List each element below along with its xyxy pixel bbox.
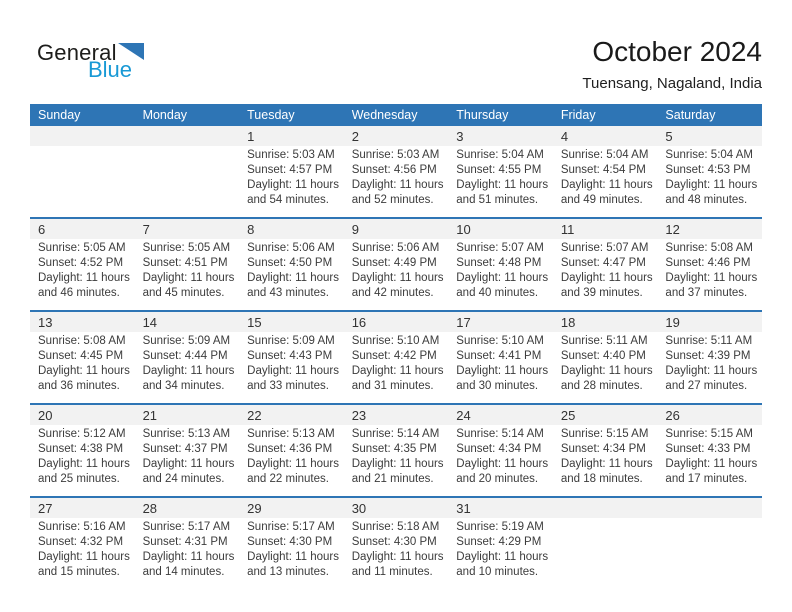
week-row	[30, 217, 762, 310]
day-info-line: Sunset: 4:40 PM	[560, 350, 646, 362]
day-info-line: Sunrise: 5:14 AM	[456, 428, 544, 440]
day-info-line: Sunrise: 5:03 AM	[351, 149, 440, 161]
day-info-line: Sunset: 4:55 PM	[456, 164, 542, 176]
day-info-line: and 43 minutes.	[247, 287, 329, 299]
day-cell-empty	[135, 146, 240, 217]
day-cell-17	[448, 332, 553, 403]
day-info-line: and 48 minutes.	[665, 194, 748, 206]
day-cell-15	[239, 332, 344, 403]
day-info-line: Sunset: 4:48 PM	[456, 257, 542, 269]
day-cell-29	[239, 518, 344, 589]
day-cell-22	[239, 425, 344, 496]
date-number-7: 7	[142, 221, 150, 237]
day-info-line: Daylight: 11 hours	[560, 458, 653, 470]
day-info-line: Sunset: 4:34 PM	[456, 443, 542, 455]
day-info-line: Daylight: 11 hours	[247, 458, 339, 470]
day-info-line: and 40 minutes.	[456, 287, 539, 299]
day-info-line: Sunrise: 5:16 AM	[38, 521, 126, 533]
day-info-line: Daylight: 11 hours	[38, 365, 130, 377]
day-info-line: and 27 minutes.	[665, 380, 748, 392]
day-info-line: Sunset: 4:54 PM	[560, 164, 646, 176]
day-info-line: Sunrise: 5:17 AM	[142, 521, 231, 533]
page-title: October 2024	[592, 36, 762, 67]
day-info-line: Daylight: 11 hours	[351, 365, 444, 377]
general-blue-logo	[37, 42, 144, 81]
date-strip	[30, 405, 762, 425]
date-number-28: 28	[142, 500, 158, 516]
date-number-11: 11	[560, 221, 575, 237]
day-info-line: Sunrise: 5:06 AM	[247, 242, 335, 254]
day-info-line: Sunrise: 5:11 AM	[560, 335, 648, 347]
week-row	[30, 310, 762, 403]
day-info-line: Sunrise: 5:04 AM	[665, 149, 753, 161]
day-info-line: Sunset: 4:49 PM	[351, 257, 437, 269]
day-info-line: and 42 minutes.	[351, 287, 434, 299]
day-cell-7	[135, 239, 240, 310]
date-number-4: 4	[560, 128, 569, 144]
day-info-line: Daylight: 11 hours	[665, 458, 758, 470]
day-info-line: Daylight: 11 hours	[456, 365, 549, 377]
day-info-line: Sunrise: 5:13 AM	[247, 428, 335, 440]
week-cells	[30, 425, 762, 496]
day-info-line: Sunrise: 5:07 AM	[456, 242, 544, 254]
date-number-2: 2	[351, 128, 359, 144]
date-number-31: 31	[456, 500, 471, 516]
day-info-line: Sunset: 4:45 PM	[38, 350, 124, 362]
day-info-line: Sunset: 4:35 PM	[351, 443, 437, 455]
day-info-line: Sunrise: 5:04 AM	[560, 149, 649, 161]
day-cell-11	[553, 239, 658, 310]
day-cell-18	[553, 332, 658, 403]
day-cell-20	[30, 425, 135, 496]
day-info-line: and 34 minutes.	[142, 380, 225, 392]
week-cells	[30, 146, 762, 217]
day-info-line: Sunrise: 5:07 AM	[560, 242, 649, 254]
day-info-line: Sunset: 4:50 PM	[247, 257, 333, 269]
weekday-header-row	[30, 104, 762, 126]
day-info-line: Sunset: 4:31 PM	[142, 536, 228, 548]
day-info-line: Sunset: 4:57 PM	[247, 164, 333, 176]
day-info-line: and 22 minutes.	[247, 473, 329, 485]
date-number-17: 17	[456, 314, 471, 330]
day-info-line: Sunrise: 5:05 AM	[38, 242, 126, 254]
day-info-line: Daylight: 11 hours	[247, 551, 339, 563]
day-info-line: Daylight: 11 hours	[351, 458, 444, 470]
day-cell-4	[553, 146, 658, 217]
day-info-line: Sunrise: 5:10 AM	[351, 335, 440, 347]
date-number-29: 29	[247, 500, 262, 516]
date-number-13: 13	[38, 314, 53, 330]
day-info-line: Sunset: 4:53 PM	[665, 164, 751, 176]
day-info-line: and 18 minutes.	[560, 473, 643, 485]
day-info-line: and 20 minutes.	[456, 473, 539, 485]
date-number-10: 10	[456, 221, 471, 237]
day-info-line: Daylight: 11 hours	[38, 551, 130, 563]
date-number-25: 25	[560, 407, 576, 423]
date-number-15: 15	[247, 314, 262, 330]
day-cell-21	[135, 425, 240, 496]
day-info-line: Daylight: 11 hours	[560, 272, 653, 284]
week-cells	[30, 239, 762, 310]
day-info-line: Sunset: 4:30 PM	[247, 536, 333, 548]
date-strip	[30, 498, 762, 518]
day-cell-3	[448, 146, 553, 217]
day-info-line: and 39 minutes.	[560, 287, 643, 299]
day-info-line: Sunset: 4:33 PM	[665, 443, 751, 455]
page-subtitle: Tuensang, Nagaland, India	[582, 75, 762, 93]
day-cell-12	[657, 239, 762, 310]
day-info-line: Sunset: 4:42 PM	[351, 350, 437, 362]
day-info-line: Daylight: 11 hours	[456, 272, 549, 284]
day-info-line: Daylight: 11 hours	[456, 551, 549, 563]
weekday-label-friday: Friday	[560, 108, 596, 122]
day-info-line: and 11 minutes.	[351, 566, 433, 578]
week-cells	[30, 332, 762, 403]
date-number-1: 1	[247, 128, 255, 144]
day-info-line: Daylight: 11 hours	[351, 272, 444, 284]
day-cell-30	[344, 518, 449, 589]
day-cell-empty	[657, 518, 762, 589]
day-cell-27	[30, 518, 135, 589]
day-info-line: Daylight: 11 hours	[351, 179, 444, 191]
day-cell-14	[135, 332, 240, 403]
day-info-line: Sunrise: 5:18 AM	[351, 521, 440, 533]
date-number-22: 22	[247, 407, 262, 423]
date-number-18: 18	[560, 314, 576, 330]
day-info-line: Sunset: 4:39 PM	[665, 350, 751, 362]
day-info-line: Daylight: 11 hours	[142, 551, 235, 563]
day-info-line: Sunset: 4:29 PM	[456, 536, 542, 548]
weekday-label-monday: Monday	[142, 108, 188, 122]
weekday-label-wednesday: Wednesday	[351, 108, 418, 122]
day-cell-26	[657, 425, 762, 496]
day-info-line: Sunset: 4:41 PM	[456, 350, 542, 362]
day-info-line: and 13 minutes.	[247, 566, 329, 578]
date-number-3: 3	[456, 128, 464, 144]
day-info-line: Sunrise: 5:08 AM	[665, 242, 753, 254]
weekday-label-tuesday: Tuesday	[247, 108, 295, 122]
day-info-line: Sunrise: 5:14 AM	[351, 428, 440, 440]
title-block	[582, 36, 762, 92]
day-info-line: Sunset: 4:43 PM	[247, 350, 333, 362]
day-info-line: Sunset: 4:30 PM	[351, 536, 437, 548]
day-info-line: Daylight: 11 hours	[142, 365, 235, 377]
day-cell-24	[448, 425, 553, 496]
day-info-line: and 49 minutes.	[560, 194, 643, 206]
day-info-line: Daylight: 11 hours	[665, 365, 758, 377]
day-info-line: Daylight: 11 hours	[142, 272, 235, 284]
date-strip	[30, 126, 762, 146]
date-number-14: 14	[142, 314, 158, 330]
weekday-label-saturday: Saturday	[665, 108, 716, 122]
day-info-line: and 46 minutes.	[38, 287, 120, 299]
date-number-23: 23	[351, 407, 367, 423]
week-row	[30, 496, 762, 589]
day-info-line: and 30 minutes.	[456, 380, 539, 392]
date-number-6: 6	[38, 221, 46, 237]
date-number-5: 5	[665, 128, 673, 144]
day-cell-2	[344, 146, 449, 217]
day-info-line: Daylight: 11 hours	[247, 272, 339, 284]
logo-text-general: General	[37, 40, 117, 65]
day-info-line: Sunrise: 5:15 AM	[665, 428, 753, 440]
day-cell-5	[657, 146, 762, 217]
logo-text-blue: Blue	[88, 57, 133, 82]
day-info-line: and 21 minutes.	[351, 473, 434, 485]
day-info-line: and 51 minutes.	[456, 194, 539, 206]
day-info-line: Daylight: 11 hours	[38, 272, 130, 284]
date-number-21: 21	[142, 407, 158, 423]
day-info-line: and 28 minutes.	[560, 380, 643, 392]
day-info-line: Daylight: 11 hours	[665, 179, 758, 191]
day-info-line: and 37 minutes.	[665, 287, 748, 299]
day-cell-28	[135, 518, 240, 589]
date-number-12: 12	[665, 221, 680, 237]
day-info-line: Sunrise: 5:09 AM	[247, 335, 335, 347]
week-row	[30, 126, 762, 217]
day-info-line: and 14 minutes.	[142, 566, 225, 578]
day-info-line: Sunset: 4:46 PM	[665, 257, 751, 269]
day-info-line: Sunset: 4:37 PM	[142, 443, 228, 455]
day-info-line: Sunset: 4:47 PM	[560, 257, 646, 269]
day-info-line: Daylight: 11 hours	[560, 179, 653, 191]
date-number-27: 27	[38, 500, 53, 516]
day-info-line: Sunset: 4:34 PM	[560, 443, 646, 455]
day-cell-31	[448, 518, 553, 589]
day-info-line: Sunrise: 5:04 AM	[456, 149, 544, 161]
day-info-line: Sunrise: 5:12 AM	[38, 428, 126, 440]
date-number-16: 16	[351, 314, 367, 330]
day-info-line: Sunset: 4:36 PM	[247, 443, 333, 455]
day-info-line: Daylight: 11 hours	[38, 458, 130, 470]
day-info-line: and 31 minutes.	[351, 380, 434, 392]
day-cell-23	[344, 425, 449, 496]
day-info-line: Sunrise: 5:11 AM	[665, 335, 753, 347]
day-info-line: Daylight: 11 hours	[665, 272, 758, 284]
day-info-line: Sunrise: 5:09 AM	[142, 335, 231, 347]
date-number-30: 30	[351, 500, 367, 516]
day-info-line: Sunset: 4:51 PM	[142, 257, 228, 269]
day-cell-9	[344, 239, 449, 310]
day-info-line: and 24 minutes.	[142, 473, 225, 485]
day-info-line: Sunset: 4:44 PM	[142, 350, 228, 362]
day-info-line: and 54 minutes.	[247, 194, 329, 206]
week-row	[30, 403, 762, 496]
day-info-line: Sunrise: 5:05 AM	[142, 242, 231, 254]
date-number-20: 20	[38, 407, 53, 423]
day-cell-13	[30, 332, 135, 403]
day-cell-10	[448, 239, 553, 310]
day-info-line: Sunrise: 5:03 AM	[247, 149, 335, 161]
day-info-line: and 15 minutes.	[38, 566, 120, 578]
date-number-26: 26	[665, 407, 680, 423]
weekday-label-sunday: Sunday	[38, 108, 81, 122]
day-info-line: Sunrise: 5:15 AM	[560, 428, 649, 440]
day-info-line: Daylight: 11 hours	[456, 179, 549, 191]
day-cell-empty	[30, 146, 135, 217]
date-number-24: 24	[456, 407, 471, 423]
day-info-line: and 36 minutes.	[38, 380, 120, 392]
day-info-line: and 52 minutes.	[351, 194, 434, 206]
day-cell-8	[239, 239, 344, 310]
day-info-line: and 33 minutes.	[247, 380, 329, 392]
day-info-line: Daylight: 11 hours	[456, 458, 549, 470]
day-info-line: and 25 minutes.	[38, 473, 120, 485]
date-number-8: 8	[247, 221, 255, 237]
weekday-label-thursday: Thursday	[456, 108, 509, 122]
day-info-line: Daylight: 11 hours	[247, 179, 339, 191]
day-info-line: and 10 minutes.	[456, 566, 539, 578]
day-info-line: Sunrise: 5:06 AM	[351, 242, 440, 254]
day-info-line: Sunrise: 5:17 AM	[247, 521, 335, 533]
day-cell-19	[657, 332, 762, 403]
day-info-line: Daylight: 11 hours	[247, 365, 339, 377]
day-info-line: Sunrise: 5:10 AM	[456, 335, 544, 347]
calendar-grid	[30, 104, 762, 589]
day-info-line: Sunset: 4:32 PM	[38, 536, 124, 548]
day-info-line: and 45 minutes.	[142, 287, 225, 299]
day-info-line: Sunrise: 5:08 AM	[38, 335, 126, 347]
day-info-line: Daylight: 11 hours	[560, 365, 653, 377]
date-strip	[30, 312, 762, 332]
date-number-19: 19	[665, 314, 680, 330]
weeks-container	[30, 126, 762, 589]
day-info-line: Daylight: 11 hours	[351, 551, 444, 563]
week-cells	[30, 518, 762, 589]
day-cell-1	[239, 146, 344, 217]
day-info-line: Sunset: 4:56 PM	[351, 164, 437, 176]
day-info-line: Sunrise: 5:19 AM	[456, 521, 544, 533]
day-cell-empty	[553, 518, 658, 589]
date-strip	[30, 219, 762, 239]
day-info-line: Sunrise: 5:13 AM	[142, 428, 231, 440]
day-cell-6	[30, 239, 135, 310]
date-number-9: 9	[351, 221, 359, 237]
day-info-line: Sunset: 4:38 PM	[38, 443, 124, 455]
day-cell-16	[344, 332, 449, 403]
day-info-line: and 17 minutes.	[665, 473, 748, 485]
day-info-line: Sunset: 4:52 PM	[38, 257, 124, 269]
day-cell-25	[553, 425, 658, 496]
day-info-line: Daylight: 11 hours	[142, 458, 235, 470]
